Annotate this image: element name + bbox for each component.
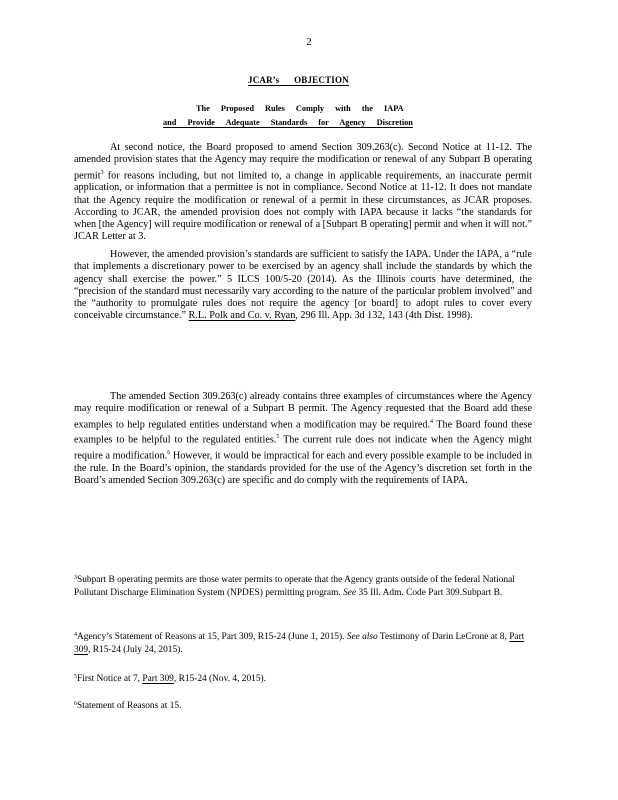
paragraph-2 [74, 249, 532, 323]
paragraph-2-text-a: However, the amended provision’s standards are sufficient to satisfy the IAPA. Under the IAPA, a “rule that implements a discretionary power to be exercised by an agency shall include the standards by which the agency shall exercise the power.” 5 ILCS 100/5-20 (2014). As the Illinois courts have determined, the “precision of the standard must necessarily vary according to the nature of the particular problem involved” and the “authority to promulgate rules does not require the agency [or board] to adopt rules to cover every conceivable circumstance.” [74, 249, 532, 322]
paragraph-3-text-b: The Board found these examples to be helpful to the regulated entities. [74, 418, 532, 446]
footnote-3 [74, 572, 532, 599]
section-heading-text: JCAR’s OBJECTION [248, 75, 349, 85]
footnote-6-number: 6 [74, 701, 77, 707]
paragraph-3 [74, 391, 532, 487]
footnote-6 [74, 698, 532, 713]
footnote-4-number: 4 [74, 632, 77, 638]
footnote-5-text-a: First Notice at 7, [77, 674, 143, 684]
footnote-4-text-a: Agency’s Statement of Reasons at 15, Part 309, R15-24 (June 1, 2015). [77, 632, 347, 642]
footnote-5-part: Part 309 [142, 674, 174, 684]
paragraph-1-text-b: for reasons including, but not limited to, a change in applicable requirements, an inaccurate permit application, or information that a permittee is not in compliance. Second Notice at 11-12. It does not mandate that the Agency require the modification or renewal of a permit in these circumstances, as JCAR proposes. According to JCAR, the amended provision does not comply with IAPA because it lacks “the standards for when [the Agency] will require modification or renewal of a [Subpart B operating] permit and when it will not.” JCAR Letter at 3. [74, 169, 532, 243]
footnote-ref-3: 3 [100, 169, 104, 176]
footnote-4-signal: See also [346, 632, 378, 642]
footnote-5-text-b: , R15-24 (Nov. 4, 2015). [173, 674, 266, 684]
footnote-ref-4: 4 [430, 418, 434, 425]
footnote-4-text-c: , R15-24 (July 24, 2015). [88, 644, 183, 655]
footnote-3-text-a: Subpart B operating permits are those water permits to operate that the Agency grants outside of the federal National Pollutant Discharge Elimination System (NPDES) permitting program. [74, 575, 515, 598]
footnote-4-text-b: Testimony of Darin LeCrone at 8, [377, 632, 510, 642]
paragraph-3-text-a: The amended Section 309.263(c) already contains three examples of circumstances where the Agency may require modification or renewal of a Subpart B permit. The Agency requested that the Board add these examples to help regulated entities understand when a modification may be required. [74, 391, 532, 430]
paragraph-2-text-b: , 296 Ill. App. 3d 132, 143 (4th Dist. 1998). [295, 310, 473, 322]
footnote-4-part: Part 309 [74, 632, 525, 655]
section-heading [248, 74, 349, 86]
footnote-4 [74, 629, 532, 656]
subheading-line-1: The Proposed Rules Comply with the IAPA [196, 104, 404, 113]
paragraph-1 [74, 142, 532, 244]
footnote-6-text-a: Statement of Reasons at 15. [77, 701, 182, 711]
page-number: 2 [306, 36, 312, 48]
footnote-5 [74, 671, 532, 686]
case-citation: R.L. Polk and Co. v. Ryan [188, 310, 296, 322]
subheading-line-2: and Provide Adequate Standards for Agency Discretion [163, 118, 413, 127]
footnote-3-signal: See [343, 587, 357, 598]
footnote-ref-6: 6 [167, 449, 171, 456]
paragraph-3-text-c: The current rule does not indicate when the Agency might require a modification. [74, 434, 532, 462]
paragraph-1-text-a: At second notice, the Board proposed to amend Section 309.263(c). Second Notice at 11-12. The amended provision states that the Agency may require the modification or renewal of any Subpart B operating permit [74, 142, 532, 181]
footnote-5-number: 5 [74, 674, 77, 680]
footnote-ref-5: 5 [276, 434, 280, 441]
footnote-3-text-b: 35 Ill. Adm. Code Part 309.Subpart B. [356, 587, 503, 598]
footnote-3-number: 3 [74, 575, 77, 581]
paragraph-3-text-d: However, it would be impractical for each and every possible example to be included in the rule. In the Board’s opinion, the standards provided for the use of the Agency’s discretion set forth in the Board’s amended Section 309.263(c) are specific and do comply with the requirements of IAPA. [74, 450, 532, 486]
